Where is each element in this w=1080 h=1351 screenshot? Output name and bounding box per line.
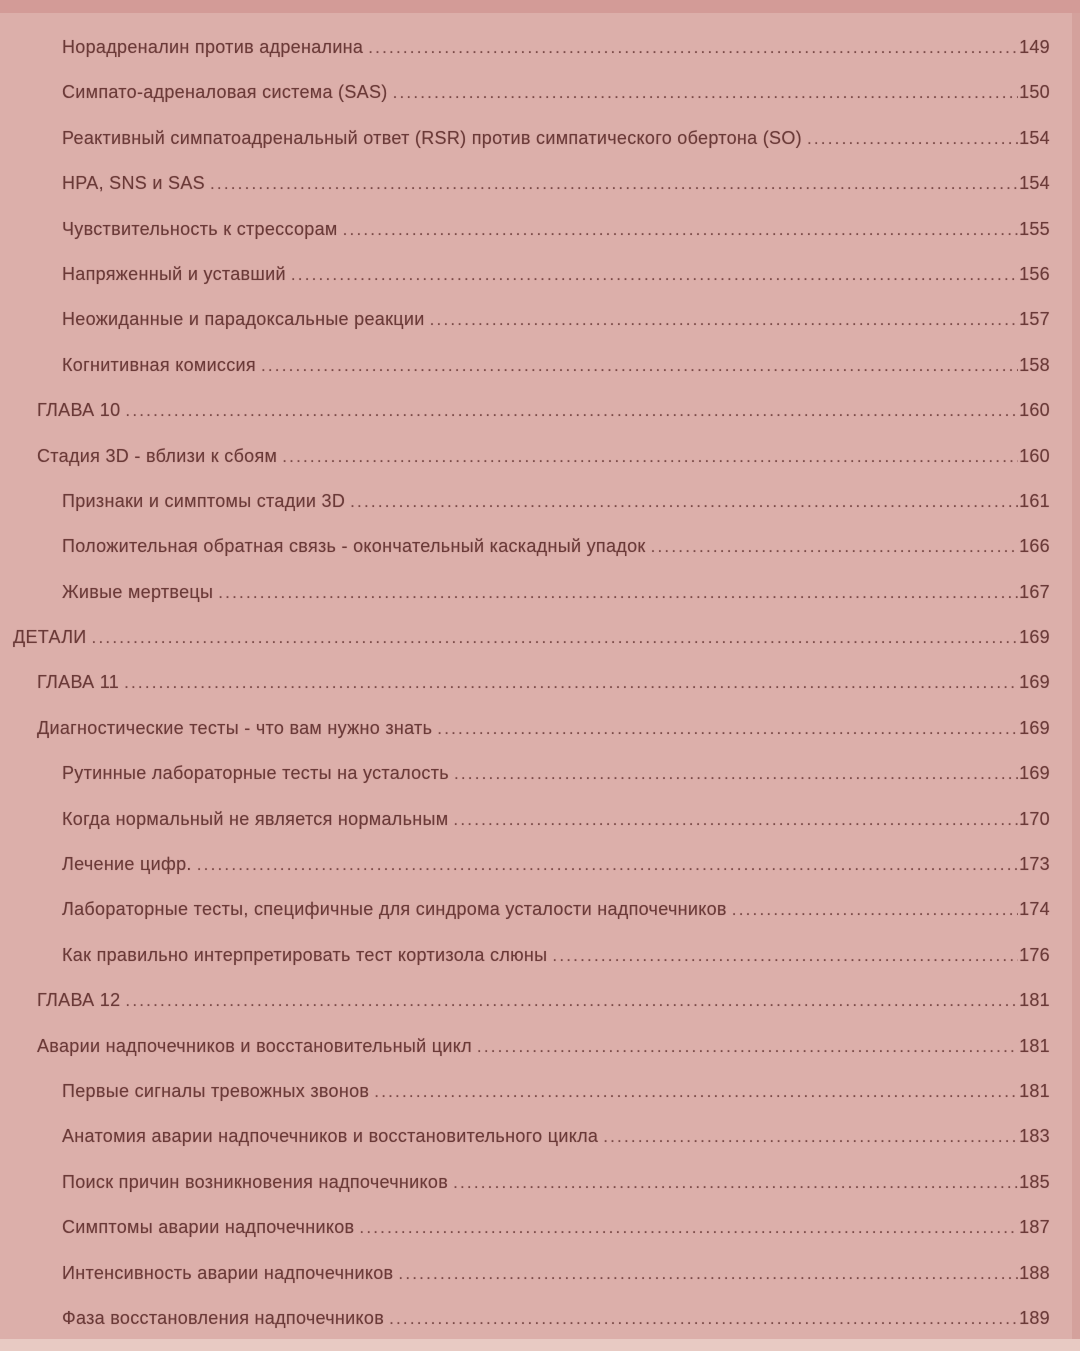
toc-entry-title: Живые мертвецы [62, 581, 214, 602]
toc-entry[interactable] [0, 661, 1050, 706]
toc-entry-title: Лабораторные тесты, специфичные для синдрома усталости надпочечников [62, 899, 727, 920]
toc-entry-page: 170 [1019, 808, 1050, 829]
toc-entry-page: 189 [1019, 1307, 1050, 1328]
toc-entry-page: 187 [1019, 1217, 1050, 1238]
toc-entry-title: ГЛАВА 11 [37, 672, 120, 693]
toc-entry[interactable] [0, 26, 1050, 71]
dot-leader [125, 991, 1018, 1011]
toc-entry-title: Поиск причин возникновения надпочечников [62, 1171, 449, 1192]
dot-leader [552, 946, 1018, 966]
toc-entry-page: 181 [1019, 1080, 1050, 1101]
dot-leader [92, 628, 1019, 648]
toc-entry-title: Чувствительность к стрессорам [62, 218, 338, 239]
toc-entry-title: Лечение цифр. [62, 854, 192, 875]
toc-entry[interactable] [0, 707, 1050, 752]
toc-entry-page: 167 [1019, 581, 1050, 602]
toc-entry-title: HPA, SNS и SAS [62, 173, 205, 194]
dot-leader [807, 129, 1018, 149]
dot-leader [343, 220, 1018, 240]
toc-entry-page: 157 [1019, 309, 1050, 330]
page-top-border [0, 0, 1080, 13]
dot-leader [368, 38, 1018, 58]
toc-entry[interactable] [0, 435, 1050, 480]
toc-entry-page: 154 [1019, 173, 1050, 194]
toc-entry-page: 156 [1019, 263, 1050, 284]
dot-leader [197, 855, 1018, 875]
toc-entry-page: 176 [1019, 944, 1050, 965]
toc-entry[interactable] [0, 1115, 1050, 1160]
dot-leader [732, 900, 1018, 920]
toc-entry-title: Напряженный и уставший [62, 263, 286, 284]
dot-leader [651, 537, 1018, 557]
dot-leader [393, 83, 1019, 103]
toc-entry-title: Как правильно интерпретировать тест кортизола слюны [62, 944, 548, 965]
dot-leader [430, 310, 1018, 330]
toc-entry-page: 169 [1019, 717, 1050, 738]
toc-entry[interactable] [0, 979, 1050, 1024]
toc-entry-page: 169 [1019, 672, 1050, 693]
toc-entry-title: Стадия 3D - вблизи к сбоям [37, 445, 278, 466]
dot-leader [291, 265, 1018, 285]
toc-entry-title: Норадреналин против адреналина [62, 37, 364, 57]
dot-leader [282, 447, 1018, 467]
toc-entry-title: Неожиданные и парадоксальные реакции [62, 309, 425, 330]
toc-entry-page: 188 [1019, 1262, 1050, 1283]
toc-entry-title: Первые сигналы тревожных звонов [62, 1080, 370, 1101]
toc-entry[interactable] [0, 752, 1050, 797]
toc-entry-title: Интенсивность аварии надпочечников [62, 1262, 394, 1283]
toc-entry[interactable] [0, 888, 1050, 933]
toc-entry-title: Аварии надпочечников и восстановительный цикл [37, 1035, 472, 1056]
toc-entry-page: 181 [1019, 1035, 1050, 1056]
toc-entry-page: 183 [1019, 1126, 1050, 1147]
toc-entry[interactable] [0, 344, 1050, 389]
dot-leader [453, 810, 1018, 830]
toc-entry-page: 169 [1019, 627, 1050, 648]
toc-entry-page: 161 [1019, 490, 1050, 511]
dot-leader [359, 1218, 1018, 1238]
toc-entry[interactable] [0, 1206, 1050, 1251]
toc-entry[interactable] [0, 616, 1050, 661]
page-right-border [1072, 0, 1080, 1351]
dot-leader [453, 1173, 1018, 1193]
toc-entry[interactable] [0, 571, 1050, 616]
toc-entry-title: Рутинные лабораторные тесты на усталость [62, 763, 449, 784]
toc-entry-page: 158 [1019, 354, 1050, 375]
toc-entry-page: 160 [1019, 445, 1050, 466]
toc-entry[interactable] [0, 162, 1050, 207]
toc-entry[interactable] [0, 117, 1050, 162]
toc-entry[interactable] [0, 934, 1050, 979]
toc-entry-page: 185 [1019, 1171, 1050, 1192]
dot-leader [389, 1309, 1018, 1329]
toc-entry-title: ГЛАВА 12 [37, 990, 121, 1011]
dot-leader [603, 1127, 1018, 1147]
toc-entry-title: Реактивный симпатоадренальный ответ (RSR) против симпатического обертона (SO) [62, 127, 802, 148]
dot-leader [350, 492, 1018, 512]
dot-leader [210, 174, 1018, 194]
toc-entry-page: 160 [1019, 400, 1050, 421]
toc-entry[interactable] [0, 208, 1050, 253]
toc-entry[interactable] [0, 1252, 1050, 1297]
toc-entry-page: 150 [1019, 82, 1050, 103]
toc-entry[interactable] [0, 798, 1050, 843]
toc-entry[interactable] [0, 298, 1050, 343]
toc-entry-page: 173 [1019, 854, 1050, 875]
dot-leader [374, 1082, 1018, 1102]
toc-entry[interactable] [0, 525, 1050, 570]
dot-leader [477, 1037, 1018, 1057]
dot-leader [437, 719, 1018, 739]
toc-entry-page: 149 [1019, 37, 1050, 57]
toc-entry-title: ДЕТАЛИ [13, 627, 87, 648]
toc-entry-title: Признаки и симптомы стадии 3D [62, 490, 346, 511]
dot-leader [124, 673, 1018, 693]
toc-entry[interactable] [0, 843, 1050, 888]
toc-entry-title: Когда нормальный не является нормальным [62, 808, 449, 829]
toc-entry[interactable] [0, 71, 1050, 116]
toc-entry[interactable] [0, 1025, 1050, 1070]
toc-entry-page: 155 [1019, 218, 1050, 239]
toc-entry[interactable] [0, 1161, 1050, 1206]
toc-entry-title: Анатомия аварии надпочечников и восстановительного цикла [62, 1126, 599, 1147]
dot-leader [125, 401, 1018, 421]
toc-entry-page: 174 [1019, 899, 1050, 920]
toc-entry[interactable] [0, 1070, 1050, 1115]
toc-entry-title: Когнитивная комиссия [62, 354, 256, 375]
toc-entry-title: ГЛАВА 10 [37, 400, 121, 421]
toc-entry-page: 169 [1019, 763, 1050, 784]
toc-entry[interactable] [0, 1297, 1050, 1342]
toc-entry-page: 154 [1019, 127, 1050, 148]
toc-entry-page: 166 [1019, 536, 1050, 557]
toc-entry-title: Симпато-адреналовая система (SAS) [62, 82, 388, 103]
dot-leader [218, 583, 1018, 603]
toc-entry-page: 181 [1019, 990, 1050, 1011]
toc-list [0, 26, 1050, 1342]
toc-entry-title: Симптомы аварии надпочечников [62, 1217, 355, 1238]
dot-leader [261, 356, 1018, 376]
toc-entry-title: Фаза восстановления надпочечников [62, 1307, 385, 1328]
toc-entry[interactable] [0, 480, 1050, 525]
toc-entry-title: Положительная обратная связь - окончательный каскадный упадок [62, 536, 646, 557]
dot-leader [454, 764, 1018, 784]
toc-entry-title: Диагностические тесты - что вам нужно знать [37, 717, 433, 738]
toc-entry[interactable] [0, 253, 1050, 298]
dot-leader [398, 1264, 1018, 1284]
page-bottom-strip [0, 1339, 1080, 1351]
toc-entry[interactable] [0, 389, 1050, 434]
